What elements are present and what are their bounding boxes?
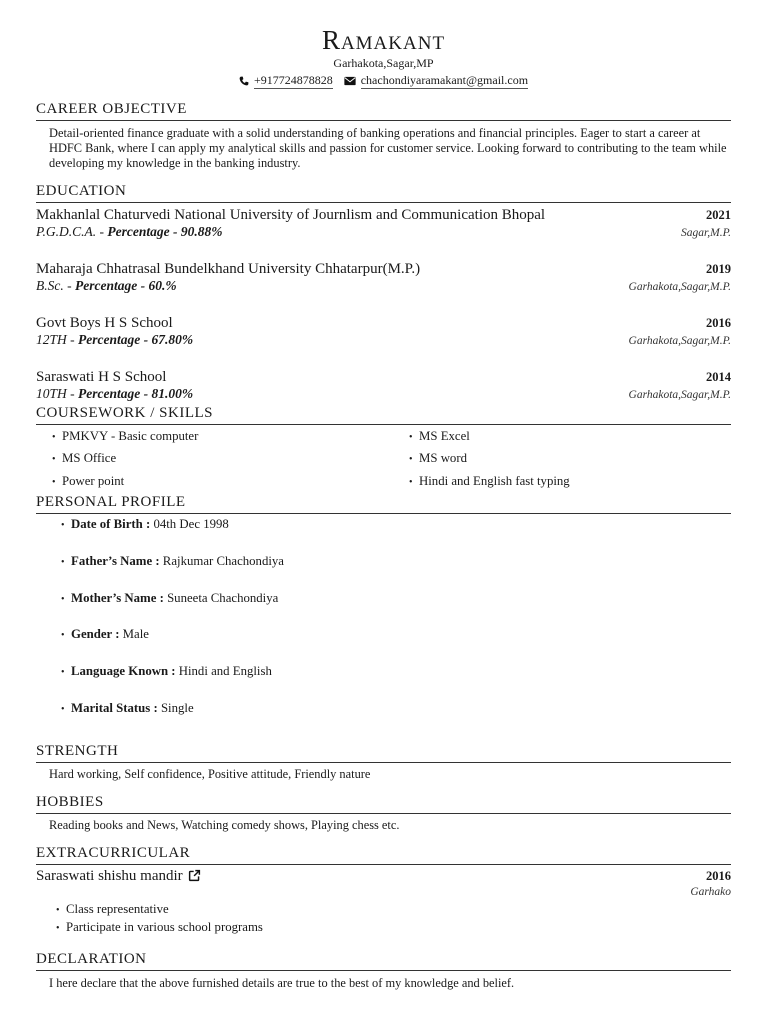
education-row-top: [36, 314, 731, 332]
education-row-top: [36, 206, 731, 224]
skills-grid: [36, 426, 731, 494]
external-link-icon[interactable]: [188, 869, 201, 882]
skills-column-left: [62, 426, 419, 494]
education-degree-line: [36, 332, 193, 348]
education-separator: -: [66, 331, 79, 347]
section-title-personal-profile: PERSONAL PROFILE: [36, 493, 731, 514]
profile-label: Language Known :: [71, 664, 176, 679]
education-school: Maharaja Chhatrasal Bundelkhand University Chhatarpur(M.P.): [36, 260, 421, 277]
profile-item-marital: [71, 700, 731, 737]
education-degree: 12TH: [36, 331, 67, 347]
profile-item-gender: [71, 626, 731, 663]
skill-item: • Hindi and English fast typing: [419, 471, 719, 494]
education-entry: [36, 314, 731, 348]
education-row-top: [36, 260, 731, 278]
education-school: Saraswati H S School: [36, 368, 167, 385]
email-contact: [344, 72, 528, 89]
profile-value: Single: [160, 700, 194, 715]
education-percentage: Percentage - 60.%: [75, 277, 177, 293]
profile-value: Male: [122, 627, 149, 642]
education-place: Garhakota,Sagar,M.P.: [628, 280, 731, 293]
education-degree-line: [36, 278, 177, 294]
education-place: Garhakota,Sagar,M.P.: [628, 388, 731, 401]
skill-item: • Power point: [62, 471, 419, 494]
profile-label: Gender :: [71, 627, 120, 642]
profile-list: [36, 516, 731, 737]
declaration-text: I here declare that the above furnished details are true to the best of my knowledge and belief.: [49, 975, 515, 990]
education-degree-line: [36, 386, 193, 402]
phone-link[interactable]: +917724878828: [253, 73, 333, 87]
education-entry: [36, 260, 731, 294]
resume-page: [36, 24, 731, 991]
profile-value: Rajkumar Chachondiya: [162, 553, 284, 568]
profile-label: Mother’s Name :: [71, 590, 164, 605]
education-year: 2016: [706, 315, 731, 330]
section-title-strength: STRENGTH: [36, 742, 731, 763]
profile-value: Suneeta Chachondiya: [167, 590, 279, 605]
skills-column-right: [419, 426, 719, 494]
extracurricular-header: [36, 867, 731, 885]
education-separator: -: [96, 223, 108, 239]
contact-line: [36, 72, 731, 90]
extracurricular-item: • Class representative: [66, 901, 731, 920]
profile-item-dob: [71, 516, 731, 553]
profile-item-mother: [71, 590, 731, 627]
profile-value: 04th Dec 1998: [153, 517, 229, 531]
education-row-bottom: [36, 332, 731, 348]
extracurricular-list: [36, 901, 731, 938]
hobbies-text: Reading books and News, Watching comedy shows, Playing chess etc.: [49, 817, 400, 832]
education-year: 2021: [706, 207, 731, 222]
section-title-education: EDUCATION: [36, 182, 731, 203]
extracurricular-place: Garhako: [690, 885, 731, 898]
extracurricular-year: 2016: [706, 868, 731, 883]
education-school: Makhanlal Chaturvedi National University of Journlism and Communication Bhopal: [36, 206, 546, 223]
education-degree: B.Sc.: [36, 277, 64, 293]
education-entry: [36, 206, 731, 240]
extracurricular-org: [36, 867, 201, 885]
profile-label: Father’s Name :: [71, 553, 160, 568]
phone-icon: [239, 76, 249, 86]
profile-item-father: [71, 553, 731, 590]
profile-value: Hindi and English: [178, 664, 272, 679]
envelope-icon: [344, 76, 356, 86]
education-list: [36, 206, 731, 402]
education-row-top: [36, 368, 731, 386]
section-title-declaration: DECLARATION: [36, 950, 731, 971]
skill-item: • MS Excel: [419, 426, 719, 449]
profile-label: Date of Birth :: [71, 517, 151, 531]
education-row-bottom: [36, 386, 731, 402]
extracurricular-item: • Participate in various school programs: [66, 919, 731, 938]
extracurricular-org-name: Saraswati shishu mandir: [36, 867, 183, 884]
education-degree: 10TH: [36, 385, 67, 401]
education-separator: -: [63, 277, 75, 293]
education-year: 2019: [706, 261, 731, 276]
education-percentage: Percentage - 90.88%: [107, 223, 223, 239]
education-degree: P.G.D.C.A.: [36, 223, 97, 239]
section-title-hobbies: HOBBIES: [36, 793, 731, 814]
education-percentage: Percentage - 67.80%: [78, 331, 194, 347]
education-row-bottom: [36, 278, 731, 294]
education-entry: [36, 368, 731, 402]
education-separator: -: [66, 385, 79, 401]
education-row-bottom: [36, 224, 731, 240]
skill-item: • PMKVY - Basic computer: [62, 426, 419, 449]
section-title-career-objective: CAREER OBJECTIVE: [36, 100, 731, 121]
candidate-name: Ramakant: [321, 25, 446, 55]
profile-label: Marital Status :: [71, 700, 158, 715]
skill-item: • MS word: [419, 448, 719, 471]
career-objective-text: Detail-oriented finance graduate with a solid understanding of banking operations and financial principles. Eager to start a career at HDFC Bank, where I can apply my analytical skills and passion for customer service. Looking forward to contributing to the team while developing my knowledge in the banking industry.: [49, 125, 727, 170]
profile-item-language: [71, 663, 731, 700]
strength-text: Hard working, Self confidence, Positive attitude, Friendly nature: [49, 766, 371, 781]
candidate-address: Garhakota,Sagar,MP: [333, 56, 434, 70]
education-degree-line: [36, 224, 222, 240]
email-link[interactable]: chachondiyaramakant@gmail.com: [360, 73, 529, 87]
phone-contact: [239, 72, 333, 89]
education-percentage: Percentage - 81.00%: [78, 385, 194, 401]
education-school: Govt Boys H S School: [36, 314, 173, 331]
education-year: 2014: [706, 369, 731, 384]
education-place: Garhakota,Sagar,M.P.: [628, 334, 731, 347]
education-place: Sagar,M.P.: [681, 226, 731, 239]
section-title-skills: COURSEWORK / SKILLS: [36, 404, 731, 425]
section-title-extracurricular: EXTRACURRICULAR: [36, 844, 731, 865]
skill-item: • MS Office: [62, 448, 419, 471]
